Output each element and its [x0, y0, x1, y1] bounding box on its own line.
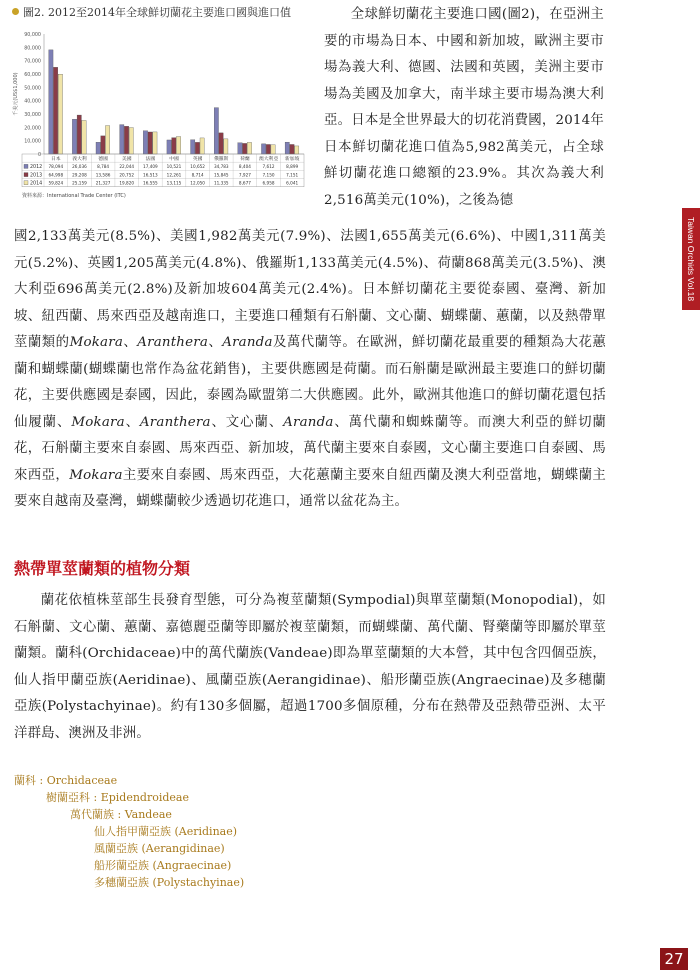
y-tick-label: 60,000	[24, 73, 41, 78]
bar	[176, 137, 180, 154]
legend-label: 2014	[30, 181, 43, 187]
table-value: 25,159	[72, 180, 87, 186]
y-tick-label: 80,000	[24, 46, 41, 52]
bar	[191, 140, 195, 154]
bar	[143, 131, 147, 154]
bar	[172, 138, 176, 154]
table-value: 64,998	[48, 172, 64, 178]
taxonomy-item: 多穗蘭亞族 (Polystachyinae)	[94, 876, 245, 889]
side-tab	[682, 208, 700, 310]
figure-source: 資料來源：International Trade Center (ITC)	[22, 192, 126, 199]
table-value: 17,409	[143, 164, 158, 170]
table-value: 78,094	[48, 164, 64, 170]
table-value: 16,555	[143, 180, 158, 186]
table-value: 21,327	[95, 180, 111, 186]
separator: 、	[208, 335, 223, 350]
side-tab-label: Taiwan Orchids Vol.18	[686, 216, 696, 302]
genus-mokara: Mokara	[71, 414, 125, 430]
bar	[243, 143, 247, 154]
table-value: 13,586	[95, 172, 111, 178]
table-value: 8,784	[97, 164, 110, 170]
figure-title	[12, 4, 308, 20]
y-tick-label: 10,000	[24, 139, 41, 145]
category-label: 荷蘭	[240, 157, 250, 162]
legend-swatch	[24, 164, 28, 168]
bar	[290, 144, 294, 154]
bar	[224, 139, 228, 154]
y-tick-label: 70,000	[24, 59, 41, 65]
table-value: 16,513	[143, 172, 158, 178]
genus-aranda: Aranda	[283, 414, 334, 430]
legend-label: 2013	[30, 173, 43, 179]
section-heading: 熱帶單莖蘭類的植物分類	[14, 559, 191, 578]
table-value: 29,208	[72, 172, 87, 178]
table-value: 7,150	[262, 172, 275, 178]
y-tick-label: 40,000	[24, 99, 41, 105]
bar	[195, 142, 199, 154]
bar	[58, 74, 62, 154]
bar	[129, 128, 133, 154]
bar	[285, 142, 289, 154]
genus-aranda: Aranda	[222, 335, 273, 350]
bar	[214, 108, 218, 154]
bar	[200, 138, 204, 154]
body-paragraph-text	[14, 224, 606, 516]
table-value: 7,927	[238, 172, 251, 178]
taxonomy-item: 萬代蘭族 : Vandeae	[70, 808, 172, 821]
category-label: 新加坡	[284, 157, 300, 162]
category-label: 義大利	[72, 157, 87, 162]
y-tick-label: 50,000	[24, 86, 41, 92]
bar	[72, 119, 76, 154]
bar	[167, 140, 171, 154]
genus-aranthera: Aranthera	[139, 414, 211, 430]
bar	[53, 67, 57, 154]
taxonomy-tree	[14, 772, 244, 891]
page-number: 27	[660, 948, 688, 970]
category-label: 俄羅斯	[214, 157, 229, 162]
taxonomy-item: 仙人指甲蘭亞族 (Aeridinae)	[94, 825, 238, 838]
bar	[153, 132, 157, 154]
table-value: 8,714	[191, 172, 204, 178]
category-label: 日本	[51, 157, 61, 162]
y-axis-label: 千美元(US$1,000)	[13, 72, 19, 116]
text-span: 主要來自泰國、馬來西亞，大花蕙蘭主要來自紐西蘭及澳大利亞當地，蝴蝶蘭主要來自越南及臺灣，蝴蝶蘭較少透過切花進口，通常以盆花為主。	[14, 467, 606, 509]
right-column	[324, 2, 604, 214]
table-value: 8,404	[238, 164, 251, 170]
y-tick-label: 0	[37, 153, 41, 158]
table-value: 12,050	[190, 180, 205, 186]
bar	[266, 144, 270, 154]
text-span: 、萬代蘭和蜘蛛蘭等。而澳大利亞的鮮切蘭花，石斛蘭主要來自泰國、馬來西亞、新加坡，萬代蘭主要來自泰國，文心蘭主要進口自泰國、馬來西亞，	[14, 414, 606, 483]
body-paragraph	[14, 224, 606, 516]
section-paragraph	[14, 588, 606, 747]
table-value: 15,845	[213, 172, 229, 178]
table-value: 19,820	[119, 180, 135, 186]
separator: 、	[123, 335, 138, 350]
bar	[105, 126, 109, 154]
bar	[238, 143, 242, 154]
bar	[77, 115, 81, 154]
genus-aranthera: Aranthera	[137, 335, 209, 350]
category-label: 英國	[192, 157, 203, 162]
table-value: 59,824	[48, 180, 64, 186]
table-value: 10,521	[166, 164, 182, 170]
bar	[148, 132, 152, 154]
bar	[120, 125, 124, 154]
text-span: 及萬代蘭等。在歐洲，鮮切蘭花最重要的種類為大花蕙蘭和蝴蝶蘭(蝴蝶蘭也常作為盆花銷售)，主要供應國是荷蘭。而石斛蘭是歐洲最主要進口的鮮切蘭花，主要供應國是泰國，因此，泰國為歐盟第二大供應國。此外，歐洲其他進口的鮮切蘭花還包括仙履蘭、	[14, 335, 606, 430]
bar	[271, 145, 275, 154]
bar	[82, 120, 86, 154]
category-label: 中國	[169, 157, 179, 162]
bar	[49, 50, 53, 154]
table-value: 6,041	[286, 180, 299, 186]
table-value: 12,261	[166, 172, 182, 178]
intro-paragraph: 全球鮮切蘭花主要進口國(圖2)，在亞洲主要的市場為日本、中國和新加坡，歐洲主要市場為義大利、德國、法國和英國，美洲主要市場為美國及加拿大，南半球主要市場為澳大利亞。日本是全世界最大的切花消費國，2014年日本鮮切蘭花進口值為5,982萬美元，占全球鮮切蘭花進口總額的23.9%。其次為義大利2,516萬美元(10%)，之後為德	[324, 7, 604, 208]
text-span: 、文心蘭、	[210, 414, 284, 430]
y-tick-label: 90,000	[24, 33, 41, 38]
table-value: 7,612	[262, 164, 275, 170]
y-tick-label: 30,000	[24, 113, 41, 118]
table-value: 26,036	[72, 164, 87, 170]
table-value: 34,783	[213, 164, 229, 170]
y-tick-label: 20,000	[24, 126, 41, 132]
chart-svg	[12, 26, 308, 206]
table-value: 20,752	[119, 172, 135, 178]
bar	[261, 144, 265, 154]
table-value: 8,677	[238, 180, 251, 186]
bar	[101, 136, 105, 154]
bullet-icon	[12, 8, 19, 15]
category-label: 德國	[98, 157, 108, 162]
table-value: 22,044	[119, 164, 135, 170]
table-value: 13,115	[166, 180, 182, 186]
taxonomy-item: 風蘭亞族 (Aerangidinae)	[94, 842, 225, 855]
table-value: 6,958	[262, 180, 275, 186]
bar	[124, 126, 128, 154]
separator: 、	[124, 414, 140, 430]
table-value: 7,151	[286, 172, 299, 178]
legend-label: 2012	[30, 165, 43, 171]
taxonomy-item: 船形蘭亞族 (Angraecinae)	[94, 859, 232, 872]
category-label: 法國	[145, 157, 156, 162]
bar	[96, 142, 100, 154]
genus-mokara: Mokara	[69, 335, 124, 350]
bar	[295, 146, 299, 154]
bar	[247, 142, 251, 154]
table-value: 8,899	[286, 164, 299, 170]
bar	[219, 133, 223, 154]
table-value: 11,335	[213, 180, 229, 186]
taxonomy-item: 蘭科 : Orchidaceae	[14, 774, 118, 787]
import-chart	[12, 26, 308, 206]
section-paragraph-text: 蘭花依植株莖部生長發育型態，可分為複莖蘭類(Sympodial)與單莖蘭類(Monopodial)，如石斛蘭、文心蘭、蕙蘭、嘉德麗亞蘭等即屬於複莖蘭類，而蝴蝶蘭、萬代蘭、腎藥蘭等即屬於單莖蘭類。蘭科(Orchidaceae)中的萬代蘭族(Vandeae)即為單莖蘭類的大本營，其中包含四個亞族，仙人指甲蘭亞族(Aeridinae)、風蘭亞族(Aerangidinae)、船形蘭亞族(Angraecinae)及多穗蘭亞族(Polystachyinae)。約有130多個屬，超過1700多個原種，分布在熱帶及亞熱帶亞洲、太平洋群島、澳洲及非洲。	[14, 593, 606, 741]
legend-swatch	[24, 173, 28, 177]
genus-mokara: Mokara	[69, 467, 123, 483]
table-value: 10,652	[190, 164, 205, 170]
legend-swatch	[24, 181, 28, 185]
category-label: 澳大利亞	[258, 157, 279, 162]
figure-title-text: 圖2. 2012至2014年全球鮮切蘭花主要進口國與進口值	[23, 6, 291, 19]
taxonomy-item: 樹蘭亞科 : Epidendroideae	[46, 791, 189, 804]
text-span: 國2,133萬美元(8.5%)、美國1,982萬美元(7.9%)、法國1,655萬美元(6.6%)、中國1,311萬美元(5.2%)、英國1,205萬美元(4.8%)、俄羅斯1,133萬美元(4.5%)、荷蘭868萬美元(3.5%)、澳大利亞696萬美元(2.8%)及新加坡604萬美元(2.4%)。日本鮮切蘭花主要從泰國、臺灣、新加坡、紐西蘭、馬來西亞及越南進口，主要進口種類有石斛蘭、文心蘭、蝴蝶蘭、蕙蘭，以及熱帶單莖蘭類的	[14, 229, 606, 350]
category-label: 美國	[121, 157, 132, 162]
